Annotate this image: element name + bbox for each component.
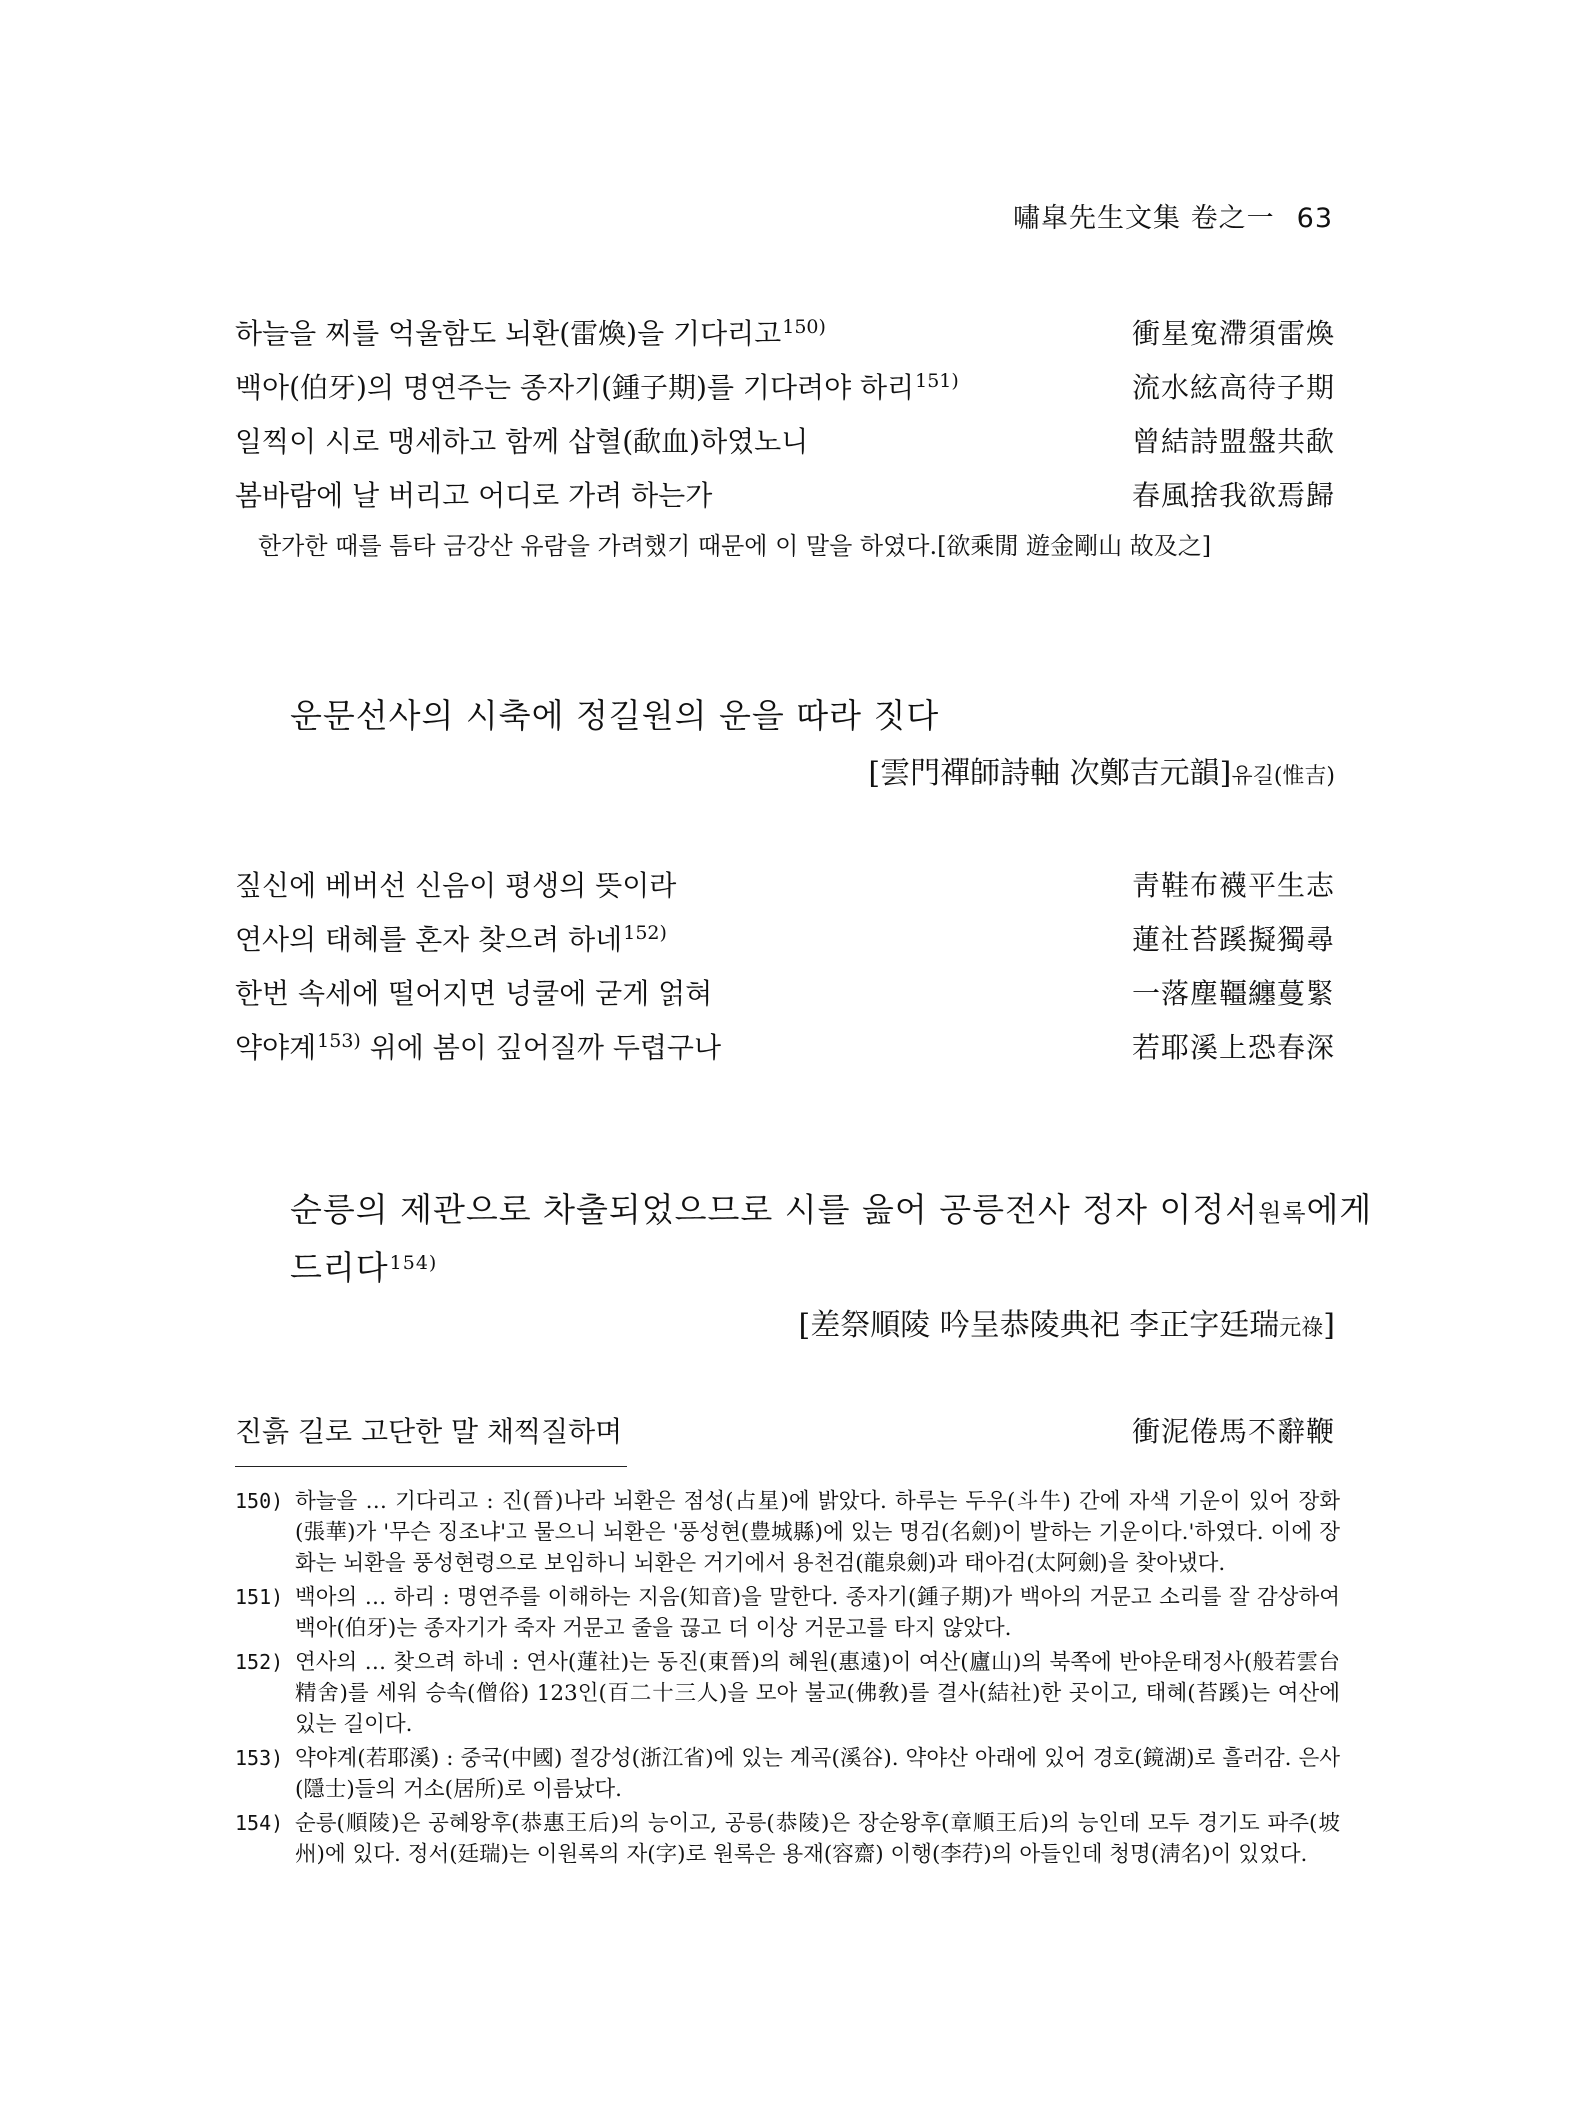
footnote-text: 연사의 … 찾으려 하네 : 연사(蓮社)는 동진(東晉)의 혜원(惠遠)이 여산(廬山)의 북쪽에 반야운태정사(般若雲台精舍)를 세워 승속(僧俗) 123인(百二十三人)을 모아 불교(佛敎)를 결사(結社)한 곳이고, 태혜(苔蹊)는 여산에 있는 길이다.	[295, 1650, 1340, 1737]
verse-chinese: 靑鞋布襪平生志	[1131, 869, 1335, 902]
poem-title: 운문선사의 시축에 정길원의 운을 따라 짓다	[290, 696, 940, 735]
verse-korean: 백아(伯牙)의 명연주는 종자기(鍾子期)를 기다려야 하리$^{151)}$	[235, 370, 959, 404]
verse-korean: 한번 속세에 떨어지면 넝쿨에 굳게 얽혀	[235, 977, 713, 1010]
verse-line	[235, 1410, 1335, 1464]
verse-korean: 하늘을 찌를 억울함도 뇌환(雷煥)을 기다리고$^{150)}$	[235, 316, 826, 350]
verse-korean: 짚신에 베버선 신음이 평생의 뜻이라	[235, 869, 677, 902]
footnote-text: 순릉(順陵)은 공혜왕후(恭惠王后)의 능이고, 공릉(恭陵)은 장순왕후(章順王后)의 능인데 모두 경기도 파주(坡州)에 있다. 정서(廷瑞)는 이원록의 자(字)로 원록은 용재(容齋) 이행(李荇)의 아들인데 청명(淸名)이 있었다.	[295, 1811, 1340, 1867]
verse-korean: 일찍이 시로 맹세하고 함께 삽혈(歃血)하였노니	[235, 425, 809, 458]
page-number: 63	[1296, 203, 1333, 234]
footnote-number: 150)	[235, 1489, 284, 1513]
verse-chinese: 流水絃高待子期	[1131, 371, 1335, 404]
verse-chinese: 衝星寃滯須雷煥	[1131, 317, 1335, 350]
footnote-ref[interactable]: 152)	[623, 922, 667, 944]
verse-chinese: 蓮社苔蹊擬獨尋	[1131, 923, 1335, 956]
footnotes	[235, 1486, 1340, 1873]
verse-korean: 연사의 태혜를 혼자 찾으려 하네$^{152)}$	[235, 922, 667, 956]
footnote	[235, 1486, 1340, 1579]
author-korean: 유길	[1231, 764, 1274, 789]
verse-line	[235, 312, 1335, 366]
footnote	[235, 1582, 1340, 1644]
footnote	[235, 1808, 1340, 1870]
running-header	[1013, 196, 1333, 235]
author-chinese: (惟吉)	[1273, 764, 1335, 789]
footnote-ref[interactable]: 154)	[389, 1252, 438, 1274]
footnote	[235, 1743, 1340, 1805]
poem-title-continued: 드리다$^{154)}$	[290, 1248, 438, 1287]
footnote-number: 151)	[235, 1585, 284, 1609]
verse-chinese: 曾結詩盟盤共歃	[1131, 425, 1335, 458]
footnote-divider	[235, 1466, 627, 1467]
verse-chinese: 衝泥倦馬不辭鞭	[1131, 1415, 1335, 1448]
verse-line	[235, 366, 1335, 420]
footnote-text: 약야계(若耶溪) : 중국(中國) 절강성(浙江省)에 있는 계곡(溪谷). 약야산 아래에 있어 경호(鏡湖)로 흘러감. 은사(隱士)들의 거소(居所)로 이름났다.	[295, 1746, 1340, 1802]
verse-line	[235, 972, 1335, 1026]
poem-note: 한가한 때를 틈타 금강산 유람을 가려했기 때문에 이 말을 하였다.[欲乘閒 遊金剛山 故及之]	[258, 532, 1212, 560]
verse-korean: 약야계$^{153)}$ 위에 봄이 깊어질까 두렵구나	[235, 1030, 722, 1064]
verse-line	[235, 864, 1335, 918]
verse-korean: 진흙 길로 고단한 말 채찍질하며	[235, 1415, 623, 1448]
footnote-number: 153)	[235, 1746, 284, 1770]
poem-source: [雲門禪師詩軸 次鄭吉元韻]유길(惟吉)	[868, 756, 1335, 791]
footnote-ref[interactable]: 151)	[915, 370, 959, 392]
verse-chinese: 一落塵韁纏蔓緊	[1131, 977, 1335, 1010]
verse-line	[235, 1026, 1335, 1080]
verse-line	[235, 420, 1335, 474]
verse-chinese: 若耶溪上恐春深	[1131, 1031, 1335, 1064]
verse-line	[235, 474, 1335, 528]
verse-korean: 봄바람에 날 버리고 어디로 가려 하는가	[235, 479, 713, 512]
poem-source: [差祭順陵 吟呈恭陵典祀 李正字廷瑞元祿]	[798, 1308, 1335, 1343]
verse-line	[235, 918, 1335, 972]
verse-chinese: 春風捨我欲焉歸	[1131, 479, 1335, 512]
footnote-text: 하늘을 … 기다리고 : 진(晉)나라 뇌환은 점성(占星)에 밝았다. 하루는 두우(斗牛) 간에 자색 기운이 있어 장화(張華)가 '무슨 징조냐'고 물으니 뇌환은 '풍성현(豊城縣)에 있는 명검(名劍)이 발하는 기운이다.'하였다. 이에 장화는 뇌환을 풍성현령으로 보임하니 뇌환은 거기에서 용천검(龍泉劍)과 태아검(太阿劍)을 찾아냈다.	[295, 1489, 1340, 1576]
footnote-number: 154)	[235, 1811, 284, 1835]
footnote-ref[interactable]: 153)	[317, 1030, 361, 1052]
footnote-text: 백아의 … 하리 : 명연주를 이해하는 지음(知音)을 말한다. 종자기(鍾子期)가 백아의 거문고 소리를 잘 감상하여 백아(伯牙)는 종자기가 죽자 거문고 줄을 끊고 더 이상 거문고를 타지 않았다.	[295, 1585, 1340, 1641]
footnote-number: 152)	[235, 1650, 284, 1674]
header-title: 嘯皐先生文集 卷之一	[1013, 203, 1275, 234]
footnote-ref[interactable]: 150)	[782, 316, 826, 338]
footnote	[235, 1647, 1340, 1740]
poem-title: 순릉의 제관으로 차출되었으므로 시를 읊어 공릉전사 정자 이정서원록에게	[290, 1190, 1373, 1229]
